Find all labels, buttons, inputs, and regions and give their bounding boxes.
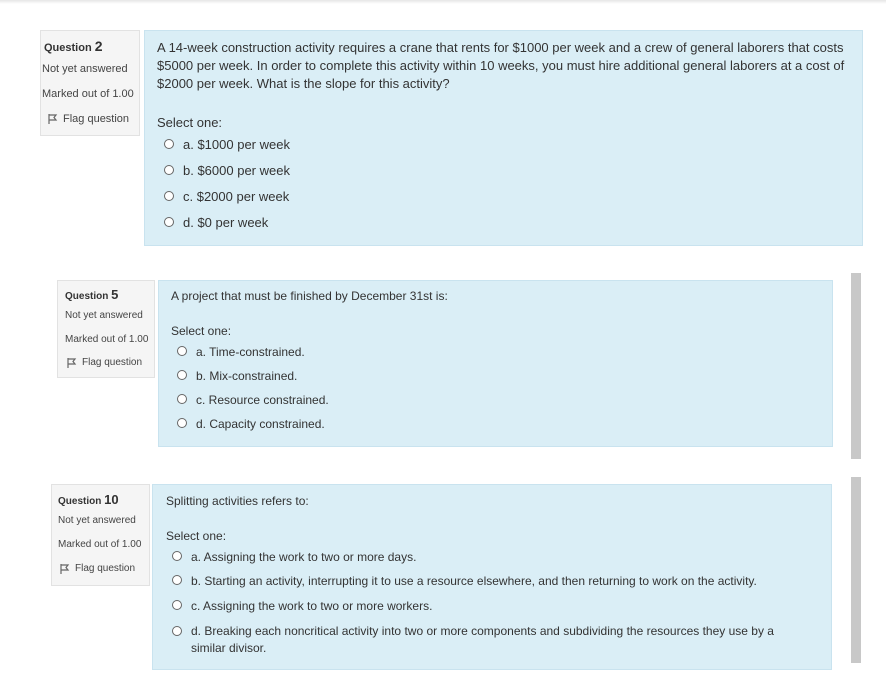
flag-label: Flag question — [82, 357, 143, 368]
question-number: Question 2 — [44, 38, 103, 54]
radio-button-icon[interactable] — [177, 346, 187, 356]
question-content-2 — [144, 30, 863, 246]
question-text: A project that must be finished by December 31st is: — [171, 289, 448, 303]
question-content-10 — [152, 484, 832, 670]
answer-option-c[interactable]: c. $2000 per week — [164, 189, 289, 204]
flag-icon — [48, 114, 58, 124]
radio-button-icon[interactable] — [164, 165, 174, 175]
radio-button-icon[interactable] — [164, 217, 174, 227]
question-content-5 — [158, 280, 833, 447]
flag-icon — [67, 358, 77, 368]
question-status: Not yet answered — [58, 515, 136, 526]
radio-button-icon[interactable] — [164, 191, 174, 201]
flag-question-button[interactable] — [48, 113, 129, 125]
answer-option-a[interactable]: a. $1000 per week — [164, 137, 290, 152]
flag-question-button[interactable] — [60, 563, 135, 574]
radio-button-icon[interactable] — [172, 575, 182, 585]
select-one-prompt: Select one: — [166, 529, 227, 543]
answer-option-a[interactable]: a. Assigning the work to two or more days. — [172, 550, 416, 564]
answer-option-d[interactable]: d. $0 per week — [164, 215, 268, 230]
flag-icon — [60, 564, 70, 574]
radio-button-icon[interactable] — [164, 139, 174, 149]
flag-label: Flag question — [75, 563, 136, 574]
radio-button-icon[interactable] — [177, 370, 187, 380]
question-marks: Marked out of 1.00 — [58, 539, 142, 550]
flag-label: Flag question — [63, 113, 130, 125]
answer-option-c[interactable]: c. Assigning the work to two or more workers. — [172, 599, 432, 613]
question-text: Splitting activities refers to: — [166, 494, 309, 508]
flag-question-button[interactable] — [67, 357, 142, 368]
select-one-prompt: Select one: — [157, 115, 223, 130]
radio-button-icon[interactable] — [172, 626, 182, 636]
question-info-2 — [40, 30, 140, 136]
question-status: Not yet answered — [65, 310, 143, 321]
answer-option-d[interactable]: d. Capacity constrained. — [177, 417, 325, 431]
radio-button-icon[interactable] — [172, 600, 182, 610]
answer-option-a[interactable]: a. Time-constrained. — [177, 345, 305, 359]
question-number: Question 5 — [65, 287, 119, 302]
question-marks: Marked out of 1.00 — [42, 88, 134, 100]
answer-option-d[interactable]: d. Breaking each noncritical activity into two or more components and subdividing the resources they use by a similar divisor. — [172, 623, 792, 657]
question-marks: Marked out of 1.00 — [65, 334, 149, 345]
question-status: Not yet answered — [42, 63, 128, 75]
question-info-10 — [51, 484, 150, 586]
question-info-5 — [57, 280, 155, 378]
answer-option-b[interactable]: b. Starting an activity, interrupting it to use a resource elsewhere, and then returning to work on the activity. — [172, 574, 757, 588]
top-shadow — [0, 0, 886, 4]
radio-button-icon[interactable] — [177, 394, 187, 404]
radio-button-icon[interactable] — [172, 551, 182, 561]
answer-option-c[interactable]: c. Resource constrained. — [177, 393, 329, 407]
question-number: Question 10 — [58, 492, 119, 507]
select-one-prompt: Select one: — [171, 324, 232, 338]
scrollbar-thumb[interactable] — [851, 273, 861, 459]
question-text: A 14-week construction activity requires a crane that rents for $1000 per week and a crew of general laborers that costs $5000 per week. In order to complete this activity within 10 weeks, you must hire additional general laborers at a cost of $2000 per week. What is the slope for this activity? — [157, 40, 845, 91]
answer-option-b[interactable]: b. Mix-constrained. — [177, 369, 297, 383]
scrollbar-thumb[interactable] — [851, 477, 861, 663]
answer-option-b[interactable]: b. $6000 per week — [164, 163, 290, 178]
radio-button-icon[interactable] — [177, 418, 187, 428]
